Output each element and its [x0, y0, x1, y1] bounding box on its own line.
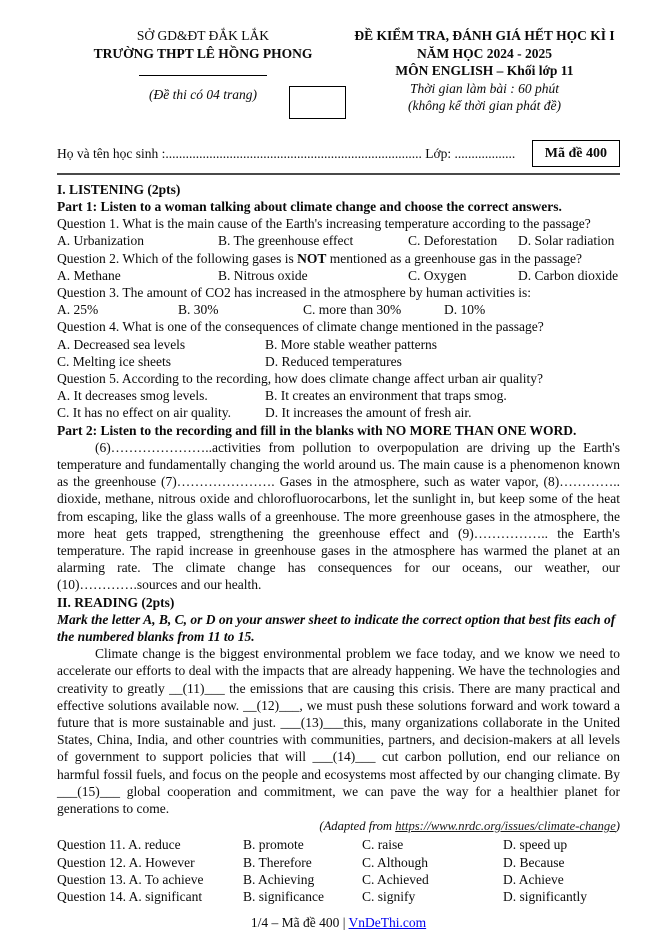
- source-prefix: (Adapted from: [319, 819, 396, 834]
- duration-note: (không kể thời gian phát đề): [407, 98, 562, 113]
- option-c: C. Achieved: [362, 871, 429, 887]
- reading-section-title: II. READING (2pts): [57, 594, 175, 610]
- footer-page-text: 1/4 – Mã đề 400 |: [250, 915, 349, 931]
- option-d: D. Because: [503, 854, 565, 870]
- option-d: D. It increases the amount of fresh air.: [265, 405, 472, 421]
- question-5-options-ab: [57, 387, 620, 404]
- question-4-options-ab: [57, 336, 620, 353]
- listening-section-title: I. LISTENING (2pts): [57, 181, 181, 197]
- exam-title: ĐỀ KIỂM TRA, ĐÁNH GIÁ HẾT HỌC KÌ I: [354, 28, 615, 43]
- option-b: B. Nitrous oxide: [218, 267, 308, 283]
- option-a: A. significant: [128, 889, 203, 905]
- school-name: TRƯỜNG THPT LÊ HỒNG PHONG: [93, 45, 313, 61]
- duration-line: Thời gian làm bài : 60 phút: [410, 80, 559, 96]
- student-name-line: Họ và tên học sinh :............................................................................ Lớp: ..................: [57, 145, 516, 161]
- option-b: B. It creates an environment that traps smog.: [265, 388, 507, 404]
- option-b: B. More stable weather patterns: [265, 336, 438, 352]
- question-label-and-a: [57, 854, 243, 871]
- option-c: C. It has no effect on air quality.: [57, 405, 231, 421]
- reading-instruction: Mark the letter A, B, C, or D on your answer sheet to indicate the correct option that best fits each of the numbered blanks from 11 to 15.: [57, 611, 616, 644]
- question-label: Question 12.: [57, 854, 126, 870]
- option-a: A. To achieve: [128, 871, 204, 887]
- footer-link[interactable]: VnDeThi.com: [348, 915, 427, 931]
- question-4-options-cd: [57, 353, 620, 370]
- page-footer: [57, 914, 620, 931]
- question-1-options: [57, 232, 620, 249]
- question-label: Question 14.: [57, 889, 126, 905]
- option-d: D. significantly: [503, 889, 587, 905]
- option-c: C. more than 30%: [303, 302, 402, 318]
- question-11-row: [57, 836, 620, 853]
- question-3-text: Question 3. The amount of CO2 has increased in the atmosphere by human activities is:: [57, 284, 532, 300]
- student-info-row: [57, 140, 620, 167]
- exam-code-box: Mã đề 400: [532, 140, 620, 167]
- option-c: C. Melting ice sheets: [57, 353, 171, 369]
- question-label: Question 11.: [57, 837, 126, 853]
- question-4-text: Question 4. What is one of the consequences of climate change mentioned in the passage?: [57, 319, 544, 335]
- question-3-options: [57, 301, 620, 318]
- option-d: D. Reduced temperatures: [265, 353, 402, 369]
- pages-note: (Đề thi có 04 trang): [149, 87, 257, 102]
- option-a: A. However: [128, 854, 195, 870]
- exam-header: [57, 27, 620, 115]
- exam-title-block: [349, 27, 620, 115]
- option-c: C. Although: [362, 854, 429, 870]
- reading-passage: Climate change is the biggest environmental problem we face today, and we know we need to accelerate our efforts to deal with the impacts that are already happening. We have the technologies and creativity to greatly __(11)___ the emissions that are causing this crisis. There are many practical and effective solutions available now. __(12)___, we must push these solutions forward and work toward a future that is more sustainable and just. ___(13)___this, many organizations collaborate in the United States, China, India, and other countries with communities, partners, and decision-makers at all levels of government to support policies that will ___(14)___ cut carbon pollution, end our reliance on harmful fossil fuels, and focus on the people and ecosystems most affected by our changing climate. By ___(15)___ global cooperation and commitment, we can pave the way for a healthier planet for generations to come.: [57, 646, 620, 817]
- listening-part2-heading: Part 2: Listen to the recording and fill in the blanks with NO MORE THAN ONE WORD.: [57, 422, 577, 438]
- question-5-text: Question 5. According to the recording, how does climate change affect urban air quality?: [57, 370, 543, 386]
- question-1-text: Question 1. What is the main cause of the Earth's increasing temperature according to the passage?: [57, 216, 591, 232]
- question-2-not: NOT: [297, 250, 327, 266]
- school-year: NĂM HỌC 2024 - 2025: [417, 45, 552, 61]
- subject-line: MÔN ENGLISH – Khối lớp 11: [395, 63, 574, 78]
- question-label-and-a: [57, 888, 243, 905]
- option-b: B. promote: [243, 837, 304, 853]
- option-a: A. Methane: [57, 267, 121, 283]
- option-c: C. Deforestation: [408, 233, 498, 249]
- question-label-and-a: [57, 836, 243, 853]
- header-rule: [57, 173, 620, 175]
- option-d: D. Achieve: [503, 871, 564, 887]
- option-a: A. 25%: [57, 302, 99, 318]
- option-c: C. signify: [362, 889, 416, 905]
- question-label-and-a: [57, 871, 243, 888]
- department-name: SỞ GD&ĐT ĐẮK LẮK: [136, 28, 270, 43]
- option-b: B. Achieving: [243, 871, 315, 887]
- option-d: D. 10%: [444, 302, 486, 318]
- question-13-row: [57, 871, 620, 888]
- question-2-text: [57, 250, 620, 267]
- source-link[interactable]: https://www.nrdc.org/issues/climate-change: [395, 819, 616, 834]
- question-14-row: [57, 888, 620, 905]
- option-b: B. Therefore: [243, 854, 312, 870]
- option-b: B. significance: [243, 889, 324, 905]
- option-d: D. Solar radiation: [518, 233, 615, 249]
- option-a: A. Decreased sea levels: [57, 336, 186, 352]
- listening-part2-passage: (6)…………………..activities from pollution to overpopulation are driving up the Earth's temperature and fundamentally changing the world around us. The main cause is a phenomenon known as the greenhouse (7)…………………. Gases in the atmosphere, such as water vapor, (8)………….. dioxide, methane, nitrous oxide and chlorofluorocarbons, let the sunlight in, but keep some of the heat from escaping, like the glass walls of a greenhouse. The more greenhouse gases in the atmosphere, the more heat gets trapped, strengthening the greenhouse effect and (9)…………….. the Earth's temperature. The rapid increase in greenhouse gases in the atmosphere has warmed the planet at an alarming rate. The climate change has consequences for our oceans, our weather, our (10)………….sources and our health.: [57, 439, 620, 593]
- question-2-post: mentioned as a greenhouse gas in the passage?: [326, 250, 583, 266]
- question-2-options: [57, 267, 620, 284]
- question-5-options-cd: [57, 404, 620, 421]
- option-d: D. Carbon dioxide: [518, 267, 619, 283]
- listening-part1-heading: Part 1: Listen to a woman talking about climate change and choose the correct answers.: [57, 198, 562, 214]
- question-12-row: [57, 854, 620, 871]
- source-suffix: ): [615, 819, 620, 834]
- source-attribution: [57, 818, 620, 835]
- option-a: A. reduce: [128, 837, 181, 853]
- empty-stamp-box: [289, 86, 346, 119]
- option-b: B. 30%: [178, 302, 219, 318]
- header-divider-line: [139, 75, 267, 76]
- option-a: A. It decreases smog levels.: [57, 388, 208, 404]
- option-c: C. Oxygen: [408, 267, 467, 283]
- option-d: D. speed up: [503, 837, 568, 853]
- option-a: A. Urbanization: [57, 233, 144, 249]
- question-2-pre: Question 2. Which of the following gases is: [57, 250, 298, 266]
- option-b: B. The greenhouse effect: [218, 233, 354, 249]
- option-c: C. raise: [362, 837, 404, 853]
- question-label: Question 13.: [57, 871, 126, 887]
